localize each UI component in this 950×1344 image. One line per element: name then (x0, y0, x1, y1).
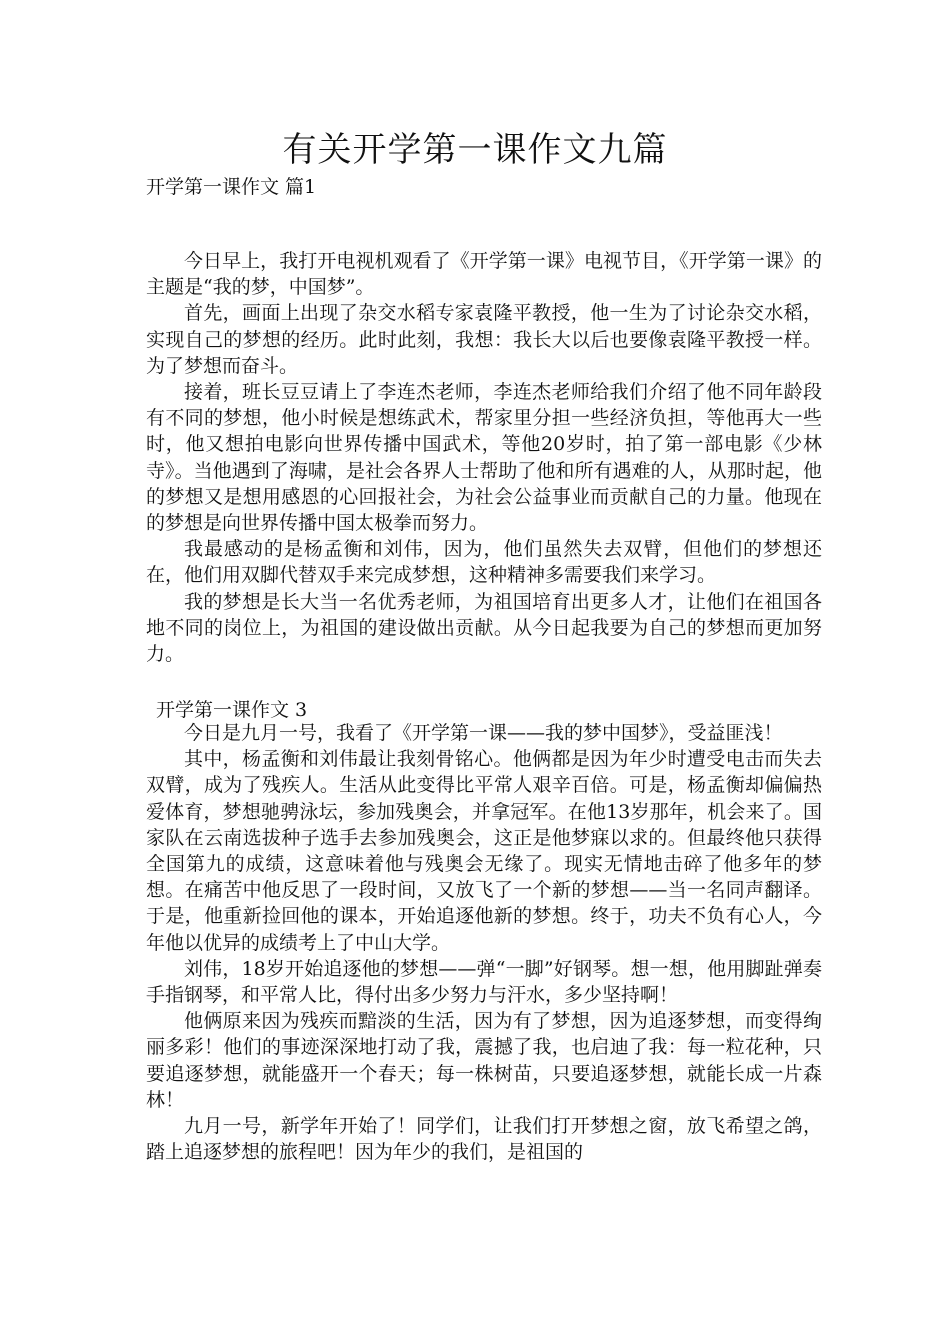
section-heading-1: 开学第一课作文 篇1 (146, 176, 317, 198)
paragraph: 他俩原来因为残疾而黯淡的生活，因为有了梦想，因为追逐梦想，而变得绚丽多彩！他们的事迹深深地打动了我，震撼了我，也启迪了我：每一粒花种，只要追逐梦想，就能盛开一个春天；每一株树苗，只要追逐梦想，就能长成一片森林！ (146, 1010, 822, 1111)
paragraph: 我的梦想是长大当一名优秀老师，为祖国培育出更多人才，让他们在祖国各地不同的岗位上，为祖国的建设做出贡献。从今日起我要为自己的梦想而更加努力。 (146, 590, 822, 666)
paragraph: 今日是九月一号，我看了《开学第一课——我的梦中国梦》，受益匪浅！ (184, 722, 783, 744)
paragraph: 接着，班长豆豆请上了李连杰老师，李连杰老师给我们介绍了他不同年龄段有不同的梦想，他小时候是想练武术，帮家里分担一些经济负担，等他再大一些时，他又想拍电影向世界传播中国武术，等他20岁时，拍了第一部电影《少林寺》。当他遇到了海啸，是社会各界人士帮助了他和所有遇难的人，从那时起，他的梦想又是想用感恩的心回报社会，为社会公益事业而贡献自己的力量。他现在的梦想是向世界传播中国太极拳而努力。 (146, 381, 822, 535)
paragraph: 刘伟，18岁开始追逐他的梦想——弹“一脚”好钢琴。想一想，他用脚趾弹奏手指钢琴，和平常人比，得付出多少努力与汗水，多少坚持啊！ (146, 957, 822, 1007)
paragraph: 其中，杨孟衡和刘伟最让我刻骨铭心。他俩都是因为年少时遭受电击而失去双臂，成为了残疾人。生活从此变得比平常人艰辛百倍。可是，杨孟衡却偏偏热爱体育，梦想驰骋泳坛，参加残奥会，并拿冠军。在他13岁那年，机会来了。国家队在云南选拔种子选手去参加残奥会，这正是他梦寐以求的。但最终他只获得全国第九的成绩，这意味着他与残奥会无缘了。现实无情地击碎了他多年的梦想。在痛苦中他反思了一段时间，又放飞了一个新的梦想——当一名同声翻译。于是，他重新捡回他的课本，开始追逐他新的梦想。终于，功夫不负有心人，今年他以优异的成绩考上了中山大学。 (146, 748, 822, 954)
section-heading-2: 开学第一课作文 3 (156, 699, 308, 721)
paragraph: 首先，画面上出现了杂交水稻专家袁隆平教授，他一生为了讨论杂交水稻，实现自己的梦想的经历。此时此刻，我想：我长大以后也要像袁隆平教授一样。为了梦想而奋斗。 (146, 302, 822, 377)
paragraph: 九月一号，新学年开始了！同学们，让我们打开梦想之窗，放飞希望之鸽，踏上追逐梦想的旅程吧！因为年少的我们，是祖国的 (146, 1115, 822, 1164)
paragraph: 我最感动的是杨孟衡和刘伟，因为，他们虽然失去双臂，但他们的梦想还在，他们用双脚代替双手来完成梦想，这种精神多需要我们来学习。 (146, 538, 822, 587)
paragraph: 今日早上，我打开电视机观看了《开学第一课》电视节目，《开学第一课》的主题是“我的梦，中国梦”。 (146, 250, 822, 299)
document-title: 有关开学第一课作文九篇 (282, 130, 668, 170)
section-body-1 (146, 248, 822, 667)
section-body-2 (146, 720, 822, 1165)
